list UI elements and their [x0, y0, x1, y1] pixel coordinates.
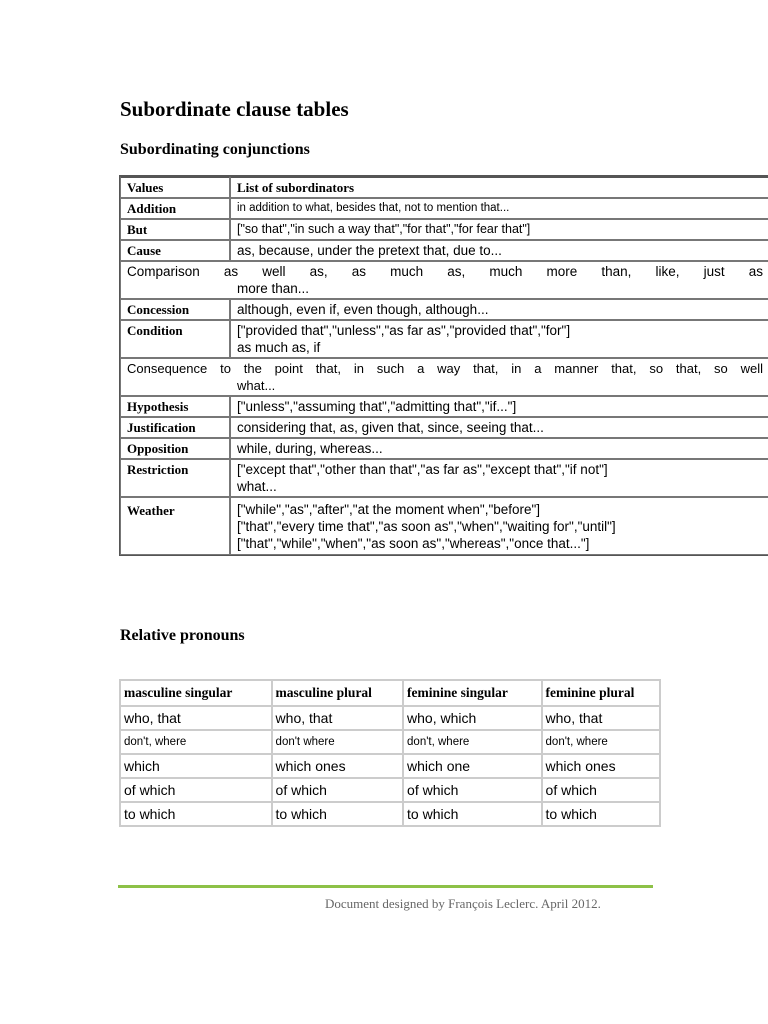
table-row [120, 358, 768, 396]
row-value: Consequence [127, 361, 208, 376]
table-row [120, 754, 660, 778]
table-header-row [120, 176, 768, 198]
table-row [120, 417, 768, 438]
row-list-line: as well as, as much as, much more than, like, just as [223, 264, 763, 279]
row-list-line: ["unless","assuming that","admitting that","if..."] [237, 399, 517, 414]
table-cell: to which [403, 802, 542, 826]
table-cell: don't, where [120, 730, 272, 754]
column-header: feminine singular [403, 680, 542, 706]
row-list [230, 459, 768, 497]
row-value: Cause [120, 240, 230, 261]
row-value: Justification [120, 417, 230, 438]
table-row [120, 497, 768, 555]
row-merged-line [127, 360, 763, 377]
table-cell: which ones [272, 754, 403, 778]
table-row [120, 730, 660, 754]
table-row [120, 778, 660, 802]
row-list [230, 438, 768, 459]
table-row [120, 261, 768, 299]
row-value: Hypothesis [120, 396, 230, 417]
row-list-line: considering that, as, given that, since, seeing that... [237, 420, 544, 435]
row-list [230, 219, 768, 240]
table-cell: don't where [272, 730, 403, 754]
column-header: masculine plural [272, 680, 403, 706]
row-list [230, 198, 768, 219]
row-value: Addition [120, 198, 230, 219]
row-list-line: ["provided that","unless","as far as","provided that","for"] [237, 323, 571, 338]
table-row [120, 219, 768, 240]
table-cell: of which [272, 778, 403, 802]
row-list-line: ["so that","in such a way that","for that","for fear that"] [237, 222, 531, 236]
table-cell: who, that [272, 706, 403, 730]
table-cell: who, that [120, 706, 272, 730]
conjunctions-heading: Subordinating conjunctions [120, 141, 310, 158]
table-cell: which ones [542, 754, 660, 778]
row-list [230, 497, 768, 555]
table-row [120, 459, 768, 497]
row-list-line: to the point that, in such a way that, in a manner that, so that, so well [220, 361, 763, 376]
row-list-line: more than... [237, 281, 310, 296]
row-list-line: while, during, whereas... [237, 441, 383, 456]
row-value: Weather [120, 497, 230, 555]
relative-heading: Relative pronouns [120, 627, 245, 644]
row-list [230, 396, 768, 417]
relative-pronouns-table [119, 679, 661, 827]
list-header: List of subordinators [230, 176, 768, 198]
row-list-line: ["that","every time that","as soon as","when","waiting for","until"] [237, 519, 616, 534]
table-row [120, 802, 660, 826]
row-list-line: ["that","while","when","as soon as","whereas","once that..."] [237, 536, 590, 551]
table-row [120, 240, 768, 261]
row-list [230, 240, 768, 261]
row-merged-cell [120, 358, 768, 396]
values-header: Values [120, 176, 230, 198]
row-list-line: what... [237, 479, 277, 494]
table-cell: of which [120, 778, 272, 802]
row-list [230, 320, 768, 358]
row-value: Condition [120, 320, 230, 358]
document-title: Subordinate clause tables [120, 97, 349, 121]
table-row [120, 198, 768, 219]
row-list-line: in addition to what, besides that, not to mention that... [237, 202, 510, 214]
row-list-line: ["except that","other than that","as far as","except that","if not"] [237, 462, 608, 477]
table-header-row [120, 680, 660, 706]
row-list-line: ["while","as","after","at the moment when","before"] [237, 502, 541, 517]
row-list-line: as much as, if [237, 340, 321, 355]
row-value: Restriction [120, 459, 230, 497]
row-merged-cell [120, 261, 768, 299]
table-cell: of which [542, 778, 660, 802]
table-row [120, 320, 768, 358]
row-value: But [120, 219, 230, 240]
table-row [120, 299, 768, 320]
row-list-line: as, because, under the pretext that, due to... [237, 243, 502, 258]
row-merged-line [127, 263, 763, 280]
row-list-line: what... [237, 378, 276, 393]
table-cell: don't, where [403, 730, 542, 754]
table-cell: to which [272, 802, 403, 826]
table-cell: who, which [403, 706, 542, 730]
table-cell: of which [403, 778, 542, 802]
row-list-line: although, even if, even though, although... [237, 302, 489, 317]
row-value: Opposition [120, 438, 230, 459]
row-value: Comparison [127, 264, 200, 279]
footer-divider [118, 885, 653, 888]
row-list [230, 417, 768, 438]
footer-credit: Document designed by François Leclerc. April 2012. [325, 896, 601, 911]
table-row [120, 438, 768, 459]
table-row [120, 706, 660, 730]
table-cell: to which [542, 802, 660, 826]
table-cell: who, that [542, 706, 660, 730]
table-cell: which [120, 754, 272, 778]
conjunctions-table [119, 175, 768, 556]
table-row [120, 396, 768, 417]
column-header: feminine plural [542, 680, 660, 706]
table-cell: which one [403, 754, 542, 778]
row-list [230, 299, 768, 320]
table-cell: don't, where [542, 730, 660, 754]
row-value: Concession [120, 299, 230, 320]
column-header: masculine singular [120, 680, 272, 706]
table-cell: to which [120, 802, 272, 826]
